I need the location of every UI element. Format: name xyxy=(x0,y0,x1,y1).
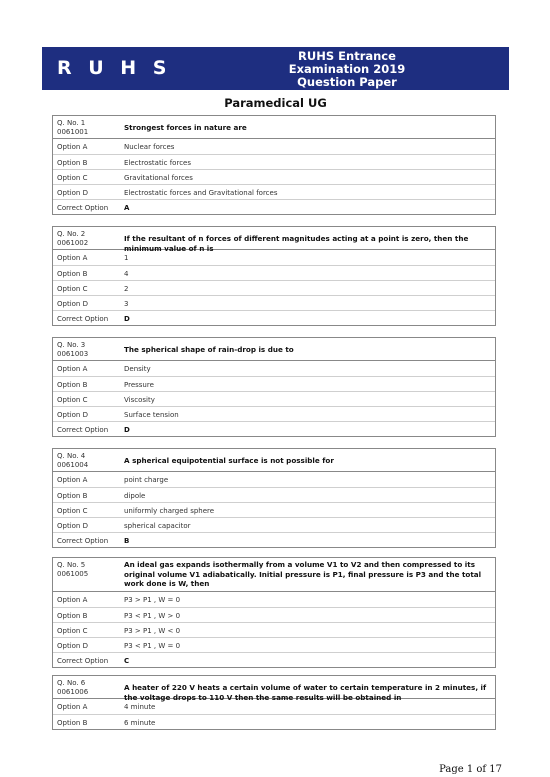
option-label: Option B xyxy=(57,492,88,500)
option-text: 3 xyxy=(124,300,129,308)
correct-option-row xyxy=(53,652,495,667)
option-label: Option B xyxy=(57,159,88,167)
option-row xyxy=(53,714,495,729)
question-code: 0061003 xyxy=(57,350,89,358)
option-text: P3 > P1 , W < 0 xyxy=(124,627,181,635)
option-text: Electrostatic forces and Gravitational forces xyxy=(124,189,278,197)
question-number-label: Q. No. 3 xyxy=(57,341,86,349)
correct-option-label: Correct Option xyxy=(57,426,109,434)
option-row xyxy=(53,295,495,310)
question-block xyxy=(52,675,496,730)
question-header-row xyxy=(53,558,495,592)
option-text: dipole xyxy=(124,492,146,500)
option-label: Option A xyxy=(57,476,88,484)
option-label: Option C xyxy=(57,285,88,293)
question-number-label: Q. No. 6 xyxy=(57,679,86,687)
option-label: Option B xyxy=(57,612,88,620)
option-text: point charge xyxy=(124,476,169,484)
exam-title-line: Question Paper xyxy=(297,75,397,89)
option-text: Surface tension xyxy=(124,411,179,419)
option-row xyxy=(53,250,495,265)
paper-subtitle: Paramedical UG xyxy=(224,96,327,110)
option-label: Option C xyxy=(57,627,88,635)
question-number xyxy=(57,561,88,579)
correct-option-row xyxy=(53,421,495,436)
question-text: If the resultant of n forces of different magnitudes acting at a point is zero, then the minimum value of n is xyxy=(124,234,469,253)
question-number xyxy=(57,341,88,359)
option-text: Gravitational forces xyxy=(124,174,193,182)
question-header-row xyxy=(53,227,495,253)
question-text: The spherical shape of rain-drop is due to xyxy=(124,345,294,354)
correct-option-row xyxy=(53,199,495,214)
option-row xyxy=(53,517,495,532)
options-table xyxy=(53,472,495,547)
correct-option-value: B xyxy=(124,537,130,545)
option-row xyxy=(53,139,495,154)
option-text: P3 < P1 , W = 0 xyxy=(124,642,181,650)
option-text: Pressure xyxy=(124,381,154,389)
option-text: P3 > P1 , W = 0 xyxy=(124,596,181,604)
correct-option-row xyxy=(53,310,495,325)
option-row xyxy=(53,637,495,652)
options-table xyxy=(53,361,495,436)
option-text: 1 xyxy=(124,254,129,262)
question-code: 0061004 xyxy=(57,461,89,469)
option-row xyxy=(53,361,495,376)
option-label: Option D xyxy=(57,189,88,197)
question-code: 0061001 xyxy=(57,128,89,136)
option-row xyxy=(53,622,495,637)
options-table xyxy=(53,250,495,325)
option-label: Option C xyxy=(57,507,88,515)
option-row xyxy=(53,376,495,391)
option-label: Option A xyxy=(57,254,88,262)
question-block xyxy=(52,115,496,215)
option-row xyxy=(53,592,495,607)
option-text: 4 minute xyxy=(124,703,156,711)
correct-option-label: Correct Option xyxy=(57,315,109,323)
correct-option-label: Correct Option xyxy=(57,657,109,665)
option-text: Density xyxy=(124,365,151,373)
option-label: Option C xyxy=(57,174,88,182)
question-code: 0061002 xyxy=(57,239,89,247)
option-row xyxy=(53,472,495,487)
question-block xyxy=(52,448,496,548)
option-text: 4 xyxy=(124,270,129,278)
options-table xyxy=(53,699,495,729)
option-row xyxy=(53,699,495,714)
option-label: Option A xyxy=(57,365,88,373)
question-number xyxy=(57,119,88,137)
correct-option-label: Correct Option xyxy=(57,537,109,545)
question-text: A heater of 220 V heats a certain volume of water to certain temperature in 2 minutes, if the voltage drops to 110 V then the same results will be obtained in xyxy=(124,683,487,702)
option-label: Option C xyxy=(57,396,88,404)
option-text: Viscosity xyxy=(124,396,155,404)
option-row xyxy=(53,169,495,184)
option-label: Option B xyxy=(57,270,88,278)
exam-title xyxy=(242,50,452,89)
question-number-label: Q. No. 5 xyxy=(57,561,86,569)
page-number: Page 1 of 17 xyxy=(439,764,502,775)
question-number xyxy=(57,452,88,470)
option-text: Nuclear forces xyxy=(124,143,175,151)
question-block xyxy=(52,337,496,437)
option-label: Option B xyxy=(57,719,88,727)
question-block xyxy=(52,557,496,668)
option-label: Option B xyxy=(57,381,88,389)
option-row xyxy=(53,280,495,295)
option-label: Option D xyxy=(57,411,88,419)
question-text: A spherical equipotential surface is not possible for xyxy=(124,456,334,465)
option-row xyxy=(53,487,495,502)
exam-title-line: RUHS Entrance xyxy=(298,49,396,63)
option-text: uniformly charged sphere xyxy=(124,507,215,515)
question-header-row xyxy=(53,338,495,361)
question-header-row xyxy=(53,676,495,702)
question-number-label: Q. No. 2 xyxy=(57,230,86,238)
question-number-label: Q. No. 1 xyxy=(57,119,86,127)
option-row xyxy=(53,406,495,421)
correct-option-row xyxy=(53,532,495,547)
option-text: Electrostatic forces xyxy=(124,159,191,167)
options-table xyxy=(53,592,495,667)
question-code: 0061006 xyxy=(57,688,89,696)
option-text: 2 xyxy=(124,285,129,293)
option-row xyxy=(53,184,495,199)
correct-option-label: Correct Option xyxy=(57,204,109,212)
option-label: Option D xyxy=(57,300,88,308)
correct-option-value: D xyxy=(124,315,130,323)
option-label: Option A xyxy=(57,596,88,604)
question-number xyxy=(57,679,88,697)
question-number xyxy=(57,230,88,248)
question-code: 0061005 xyxy=(57,570,89,578)
option-label: Option A xyxy=(57,703,88,711)
option-row xyxy=(53,154,495,169)
option-row xyxy=(53,265,495,280)
question-text: Strongest forces in nature are xyxy=(124,123,247,132)
option-text: spherical capacitor xyxy=(124,522,191,530)
correct-option-value: A xyxy=(124,204,130,212)
option-label: Option D xyxy=(57,642,88,650)
question-block xyxy=(52,226,496,326)
option-row xyxy=(53,391,495,406)
option-text: P3 < P1 , W > 0 xyxy=(124,612,181,620)
exam-title-line: Examination 2019 xyxy=(288,62,406,76)
ruhs-logo: R U H S xyxy=(57,57,172,79)
question-header-row xyxy=(53,116,495,139)
option-row xyxy=(53,502,495,517)
header-banner xyxy=(42,47,509,90)
question-header-row xyxy=(53,449,495,472)
option-row xyxy=(53,607,495,622)
option-text: 6 minute xyxy=(124,719,156,727)
option-label: Option D xyxy=(57,522,88,530)
question-text: An ideal gas expands isothermally from a volume V1 to V2 and then compressed to its original volume V1 adiabatically. Initial pressure is P1, final pressure is P3 and the total work done is W, then xyxy=(124,560,482,588)
options-table xyxy=(53,139,495,214)
correct-option-value: C xyxy=(124,657,130,665)
correct-option-value: D xyxy=(124,426,130,434)
question-number-label: Q. No. 4 xyxy=(57,452,86,460)
option-label: Option A xyxy=(57,143,88,151)
